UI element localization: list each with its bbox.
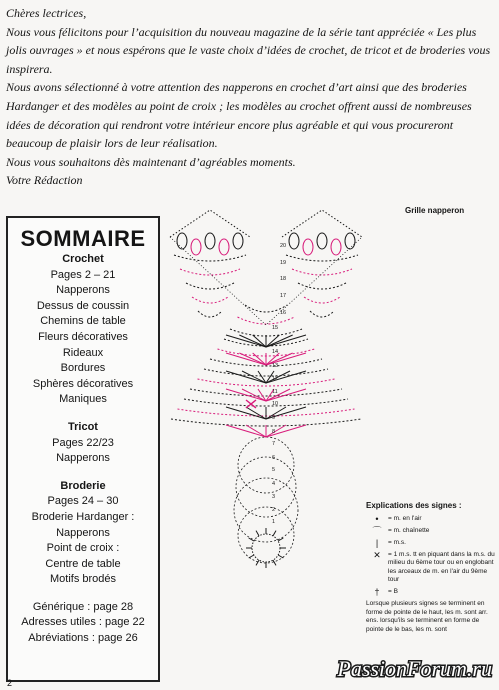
stitch-mark (278, 555, 283, 558)
cross-icon: ✕ (373, 549, 381, 560)
round-number: 19 (280, 260, 287, 266)
chain-arc (192, 297, 228, 303)
legend (366, 502, 496, 637)
sommaire-box (6, 216, 160, 682)
fan-stitch (266, 407, 286, 419)
legend-text: = m.s. (388, 538, 406, 546)
round-number: 8 (272, 429, 276, 435)
round-number: 6 (272, 455, 276, 461)
stitch-mark (273, 560, 276, 565)
toc-item: Motifs brodés (49, 573, 117, 586)
sommaire-title: SOMMAIRE (20, 226, 146, 251)
round-number: 5 (272, 467, 276, 473)
chain-arc (184, 399, 348, 406)
legend-text: = m. chaînette (388, 526, 430, 534)
chain-arc (238, 317, 295, 324)
toc-item: Rideaux (62, 346, 104, 359)
fan-stitch (239, 353, 266, 365)
toc-item: Napperons (56, 526, 110, 539)
signature: Votre Rédaction (6, 173, 83, 188)
stitch-mark (249, 555, 254, 558)
toc-item: Pages 22/23 (52, 436, 114, 449)
chain-arc (298, 283, 346, 289)
chain-arc (186, 283, 234, 289)
fan-stitch (226, 425, 266, 437)
section-heading-tricot: Tricot (68, 420, 98, 433)
round-number: 13 (272, 363, 279, 369)
intro-paragraph-2: Nous avons sélectionné à votre attention des napperons en crochet d’art ainsi que des broderies Hardanger et des modèles au point de croix ; les modèles au crochet offrent aussi de nombreuses idées de décoration qui rendront votre intérieur encore plus agréable et qui vous procureront beaucoup de plaisir lors de leur réalisation. (6, 80, 472, 151)
center-ring (252, 534, 280, 562)
fan-stitch (266, 425, 286, 437)
chain-arc (310, 311, 334, 317)
toc-footer-item: Adresses utiles : page 22 (21, 616, 145, 629)
greeting: Chères lectrices, (6, 6, 87, 20)
round-number: 7 (272, 441, 276, 447)
round-number: 1 (272, 519, 276, 525)
fan-stitch (266, 353, 293, 365)
round-number: 15 (272, 325, 279, 331)
picot-petal (233, 233, 243, 249)
toc-item: Bordures (60, 362, 106, 375)
round-number: 10 (272, 401, 279, 407)
picot-petal (205, 233, 215, 249)
section-crochet (8, 252, 158, 408)
legend-row (366, 515, 496, 524)
picot-petal (317, 233, 327, 249)
fan-stitch (226, 407, 266, 419)
toc-item: Maniques (59, 393, 107, 406)
section-tricot (8, 420, 158, 467)
round-number: 17 (280, 293, 287, 299)
legend-row (366, 527, 496, 536)
round-number: 9 (272, 415, 276, 421)
toc-footer-item: Générique : page 28 (32, 600, 134, 613)
legend-row (366, 600, 496, 634)
chain-arc (204, 369, 328, 376)
dot-icon: • (375, 513, 379, 524)
toc-item: Fleurs décoratives (38, 330, 128, 343)
round-number: 3 (272, 494, 276, 500)
dagger-icon: † (374, 586, 380, 597)
legend-note: Lorsque plusieurs signes se terminent en forme de pointe de le haut, les m. sont arr. ens. lorsqu'ils se terminent en forme de pointe de le bas, les m. sont (366, 599, 488, 633)
intro-paragraph-1: Nous vous félicitons pour l’acquisition du nouveau magazine de la série tant appréciée « Les plus jolis ouvrages » et nous espérons que le vaste choix d’idées de crochet, de tricot et de broderies vous inspirera. (6, 24, 491, 76)
toc-item: Pages 24 – 30 (47, 495, 119, 508)
legend-heading: Explications des signes : (366, 501, 462, 510)
picot-petal (303, 239, 313, 255)
arc-icon: ⌒ (372, 525, 382, 536)
watermark (256, 652, 496, 686)
chain-ring (236, 457, 296, 517)
round-number: 12 (272, 376, 279, 382)
section-heading-broderie: Broderie (60, 479, 106, 492)
legend-row (366, 588, 496, 597)
toc-item: Pages 2 – 21 (50, 268, 116, 281)
fan-stitch (246, 407, 266, 419)
toc-item: Dessus de coussin (36, 299, 130, 312)
toc-item: Broderie Hardanger : (31, 510, 135, 523)
round-number: 14 (272, 349, 279, 355)
picot-petal (177, 233, 187, 249)
fan-stitch (246, 425, 266, 437)
chain-arc (198, 311, 222, 317)
section-heading-crochet: Crochet (62, 253, 104, 265)
crochet-diagram (160, 205, 372, 597)
picot-petal (331, 239, 341, 255)
toc-item: Centre de table (45, 557, 121, 570)
legend-row (366, 539, 496, 548)
section-footer (8, 600, 158, 647)
chart-title: Grille napperon (405, 206, 465, 215)
round-number: 4 (272, 481, 276, 487)
chain-arc (304, 297, 340, 303)
picot-petal (345, 233, 355, 249)
round-number: 18 (280, 276, 287, 282)
chain-arc (292, 269, 352, 275)
toc-item: Chemins de table (40, 315, 126, 328)
page-number: 2 (7, 678, 13, 688)
watermark-text: PassionForum.ru (337, 656, 492, 681)
toc-item: Sphères décoratives (32, 377, 134, 390)
legend-text: = B (388, 587, 398, 595)
round-number: 16 (280, 310, 287, 316)
legend-text: = m. en l'air (388, 514, 422, 522)
toc-item: Napperons (56, 284, 110, 297)
round-number: 11 (272, 389, 278, 395)
chain-arc (174, 255, 246, 261)
intro-letter (6, 4, 494, 190)
legend-row (366, 551, 496, 585)
bar-icon: | (375, 537, 379, 548)
chain-arc (190, 389, 342, 396)
chain-arc (286, 255, 358, 261)
toc-item: Point de croix : (46, 542, 120, 555)
chain-arc (171, 419, 361, 426)
picot-petal (219, 239, 229, 255)
chain-arc (230, 329, 302, 336)
toc-item: Napperons (56, 452, 110, 465)
toc-footer-item: Abréviations : page 26 (28, 632, 138, 645)
picot-petal (191, 239, 201, 255)
chain-ring (238, 437, 294, 493)
legend-text: = 1 m.s. tt en piquant dans la m.s. du milieu du 6ème tour ou en englobant les arceaux de m. en l'air du 9ème tour (388, 550, 495, 584)
round-number: 2 (272, 507, 276, 513)
stitch-mark (273, 531, 276, 536)
round-number: 20 (280, 243, 287, 249)
picot-petal (289, 233, 299, 249)
intro-paragraph-3: Nous vous souhaitons dès maintenant d’agréables moments. (6, 154, 296, 169)
cross-stitch-mark (246, 400, 256, 408)
stitch-mark (256, 531, 259, 536)
section-broderie (8, 479, 158, 588)
